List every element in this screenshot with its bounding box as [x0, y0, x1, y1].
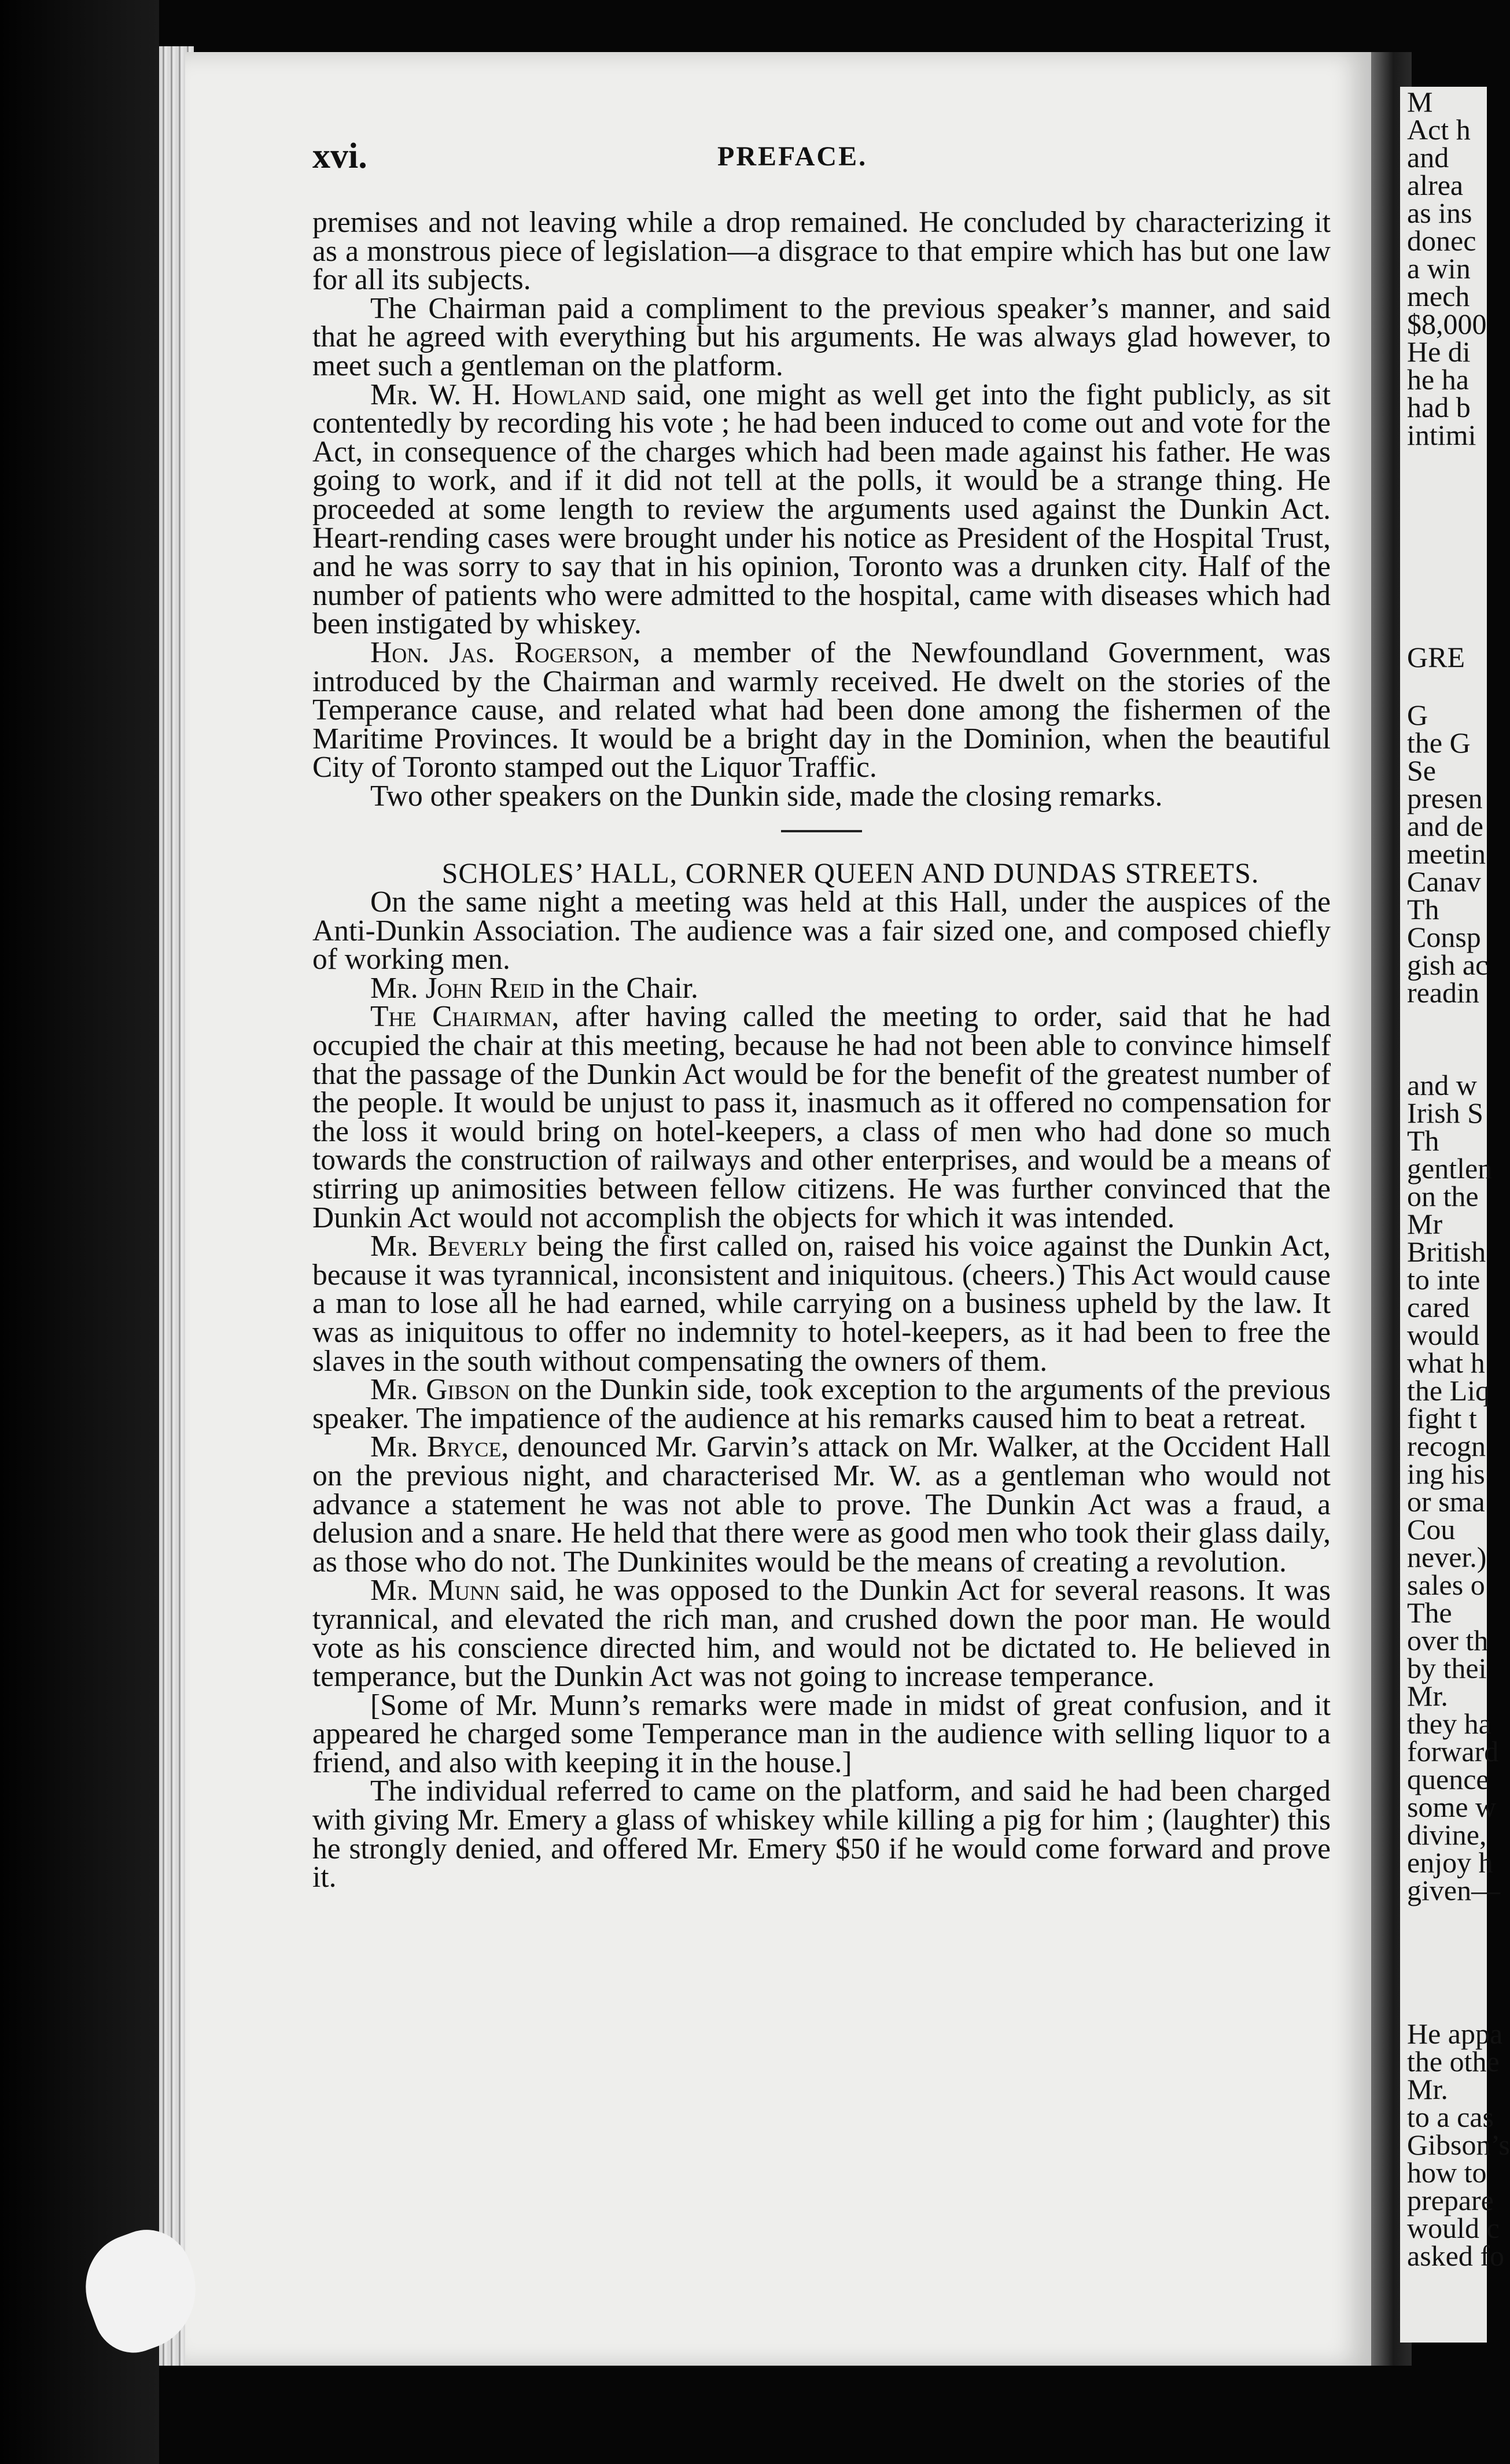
facing-page-line: fight t: [1407, 1402, 1477, 1434]
paragraph-text: The individual referred to came on the platform, and said he had been charged with giving Mr. Emery a glass of whiskey while killing a pig for him ; (laughter) this he strongly denied, and offered Mr. Emery $50 if he would come forward and prove it.: [312, 1775, 1331, 1894]
speaker-name: Mr. Gibson: [370, 1373, 510, 1407]
facing-page-line: had b: [1407, 391, 1471, 423]
facing-page-line: on the: [1407, 1180, 1479, 1212]
facing-page-line: ing his: [1407, 1458, 1485, 1490]
facing-page-line: $8,000: [1407, 308, 1487, 340]
facing-page-line: divine,: [1407, 1819, 1487, 1851]
facing-page-line: Th: [1407, 893, 1439, 925]
paragraph-text: premises and not leaving while a drop remained. He concluded by characterizing it as a monstrous piece of legislation—a disgrace to that empire which has but one law for all its subjects.: [312, 206, 1331, 297]
facing-page-line: GRE: [1407, 641, 1465, 673]
speaker-name: Mr. Bryce: [370, 1430, 502, 1464]
facing-page-line: intimi: [1407, 419, 1476, 451]
paragraph: [312, 1002, 1331, 1232]
section-heading: SCHOLES’ HALL, CORNER QUEEN AND DUNDAS STREETS.: [441, 857, 1259, 890]
facing-page-line: gish ac: [1407, 949, 1489, 981]
facing-page-line: some w: [1407, 1791, 1497, 1823]
facing-page-line: donec: [1407, 224, 1476, 257]
speaker-name: Mr. Beverly: [370, 1230, 528, 1263]
paragraph-text: on the Dunkin side, took exception to the arguments of the previous speaker. The impatience of the audience at his remarks caused him to beat a retreat.: [312, 1373, 1331, 1435]
speaker-name: Mr. John Reid: [370, 971, 544, 1005]
facing-page-line: Mr: [1407, 1208, 1443, 1240]
facing-page-line: would c: [1407, 2212, 1500, 2244]
running-head: PREFACE.: [717, 141, 868, 172]
paragraph: [312, 971, 1331, 1005]
paragraph: [312, 636, 1331, 784]
paragraph-text: said, one might as well get into the fight publicly, as sit contentedly by recording his vote ; he had been induced to come out and vote for the Act, in consequence of the charges which had been made against his father. He was going to work, and if it did not tell at the polls, it would be a strange thing. He proceeded at some length to review the arguments used against the Dunkin Act. Heart-rending cases were brought under his notice as President of the Hospital Trust, and he was sorry to say that in his opinion, Toronto was a drunken city. Half of the number of patients who were admitted to the hospital, came with diseases which had been instigated by whiskey.: [312, 378, 1331, 641]
facing-page-line: Consp: [1407, 921, 1481, 953]
facing-page-line: how to: [1407, 2156, 1487, 2189]
facing-page-line: Canav: [1407, 865, 1481, 898]
paragraph: [312, 1430, 1331, 1578]
facing-page-line: sales o: [1407, 1569, 1485, 1601]
paragraph-text: in the Chair.: [544, 971, 698, 1005]
paragraph: [312, 378, 1331, 641]
facing-page-line: prepare: [1407, 2184, 1494, 2216]
facing-page-line: what h: [1407, 1347, 1485, 1379]
facing-page-line: the Liq: [1407, 1374, 1490, 1407]
facing-page-line: Irish S: [1407, 1097, 1483, 1129]
facing-page-line: readin: [1407, 976, 1479, 1009]
facing-page-line: would: [1407, 1319, 1479, 1351]
facing-page-line: gentlen: [1407, 1152, 1493, 1185]
speaker-name: Mr. W. H. Howland: [370, 378, 626, 411]
paragraph-text: , a member of the Newfoundland Government, was introduced by the Chairman and warmly received. He dwelt on the stories of the Temperance cause, and related what had been done among the fishermen of the Maritime Provinces. It would be a bright day in the Dominion, when the beautiful City of Toronto stamped out the Liquor Traffic.: [312, 636, 1331, 784]
facing-page-line: as ins: [1407, 197, 1472, 229]
paragraph: [312, 1230, 1331, 1378]
facing-page-line: the G: [1407, 726, 1471, 759]
facing-page-line: G: [1407, 699, 1428, 731]
paragraph: [312, 1775, 1331, 1894]
facing-page-line: Mr.: [1407, 1680, 1448, 1712]
facing-page-line: Mr.: [1407, 2073, 1448, 2105]
facing-page-line: He di: [1407, 335, 1471, 368]
facing-page-line: he ha: [1407, 363, 1469, 396]
facing-page-line: The: [1407, 1596, 1452, 1629]
paragraph: [312, 888, 1331, 974]
speaker-name: Mr. Munn: [370, 1574, 500, 1607]
speaker-name: The Chairman: [370, 1000, 552, 1034]
facing-page-line: and: [1407, 141, 1449, 174]
facing-page-line: given—: [1407, 1874, 1501, 1906]
paragraph: [312, 1375, 1331, 1433]
facing-page-line: and de: [1407, 810, 1483, 842]
facing-page-line: never.): [1407, 1541, 1487, 1573]
paragraph-text: , after having called the meeting to order, said that he had occupied the chair at this meeting, because he had not been able to convince himself that the passage of the Dunkin Act would be for the benefit of the greatest number of the people. It would be unjust to pass it, inasmuch as it offered no compensation for the loss it would bring on hotel-keepers, a class of men who had done so much towards the construction of railways and other enterprises, and would be a means of stirring up animosities between fellow citizens. He was further convinced that the Dunkin Act would not accomplish the objects for which it was intended.: [312, 1000, 1331, 1234]
facing-page-line: Se: [1407, 754, 1436, 787]
speaker-name: Hon. Jas. Rogerson: [370, 636, 633, 669]
facing-page-line: to a cas: [1407, 2101, 1494, 2133]
paragraph: [312, 1574, 1331, 1694]
paragraph-text: said, he was opposed to the Dunkin Act for several reasons. It was tyrannical, and elevated the rich man, and crushed down the poor man. He would vote as his conscience directed him, and would not be dictated to. He believed in temperance, but the Dunkin Act was not going to increase temperance.: [312, 1574, 1331, 1694]
facing-page-line: Act h: [1407, 113, 1471, 146]
facing-page-line: asked fo: [1407, 2240, 1504, 2272]
facing-page-line: or sma: [1407, 1485, 1485, 1518]
facing-page-line: they ha: [1407, 1707, 1491, 1740]
scan-background-left: [0, 0, 159, 2464]
paragraph-text: being the first called on, raised his voice against the Dunkin Act, because it was tyrannical, inconsistent and iniquitous. (cheers.) This Act would cause a man to lose all he had earned, while carrying on a business upheld by the law. It was as iniquitous to offer no indemnity to hotel-keepers, as it had been to free the slaves in the south without compensating the owners of them.: [312, 1230, 1331, 1378]
facing-page-line: mech: [1407, 280, 1470, 312]
page-number: xvi.: [312, 137, 367, 176]
facing-page-line: the othe: [1407, 2045, 1500, 2078]
paragraph: [312, 294, 1331, 381]
facing-page-line: British: [1407, 1235, 1486, 1268]
section-divider: [781, 830, 862, 832]
facing-page-line: a win: [1407, 252, 1471, 285]
facing-page-fragment: [1400, 86, 1510, 2343]
paragraph-text: Two other speakers on the Dunkin side, made the closing remarks.: [370, 779, 1163, 813]
facing-page-line: meetin: [1407, 838, 1486, 870]
facing-page-line: over th: [1407, 1624, 1489, 1657]
paragraph-text: The Chairman paid a compliment to the previous speaker’s manner, and said that he agreed with everything but his arguments. He was always glad however, to meet such a gentleman on the platform.: [312, 292, 1331, 382]
page-header: [312, 136, 1331, 176]
facing-page-line: M: [1407, 86, 1433, 118]
paragraph-text: [Some of Mr. Munn’s remarks were made in midst of great confusion, and it appeared he charged some Temperance man in the audience with selling liquor to a friend, and also with keeping it in the house.]: [312, 1688, 1331, 1779]
paragraph: [312, 1688, 1331, 1779]
facing-page-line: enjoy h: [1407, 1846, 1493, 1879]
facing-page-line: presen: [1407, 782, 1483, 814]
body-text: [312, 208, 1331, 1892]
facing-page-line: Th: [1407, 1124, 1439, 1157]
facing-page-line: quence: [1407, 1763, 1489, 1795]
facing-page-line: Gibson’s: [1407, 2129, 1510, 2161]
paragraph-text: , denounced Mr. Garvin’s attack on Mr. Walker, at the Occident Hall on the previous night, and characterised Mr. W. as a gentleman who would not advance a statement he was not able to prove. The Dunkin Act was a fraud, a delusion and a snare. He held that there were as good men who took their glass daily, as those who do not. The Dunkinites would be the means of creating a revolution.: [312, 1430, 1331, 1578]
facing-page-line: recogn: [1407, 1430, 1486, 1462]
facing-page-line: by thei: [1407, 1652, 1487, 1684]
facing-page-line: forward: [1407, 1735, 1499, 1768]
paragraph-text: On the same night a meeting was held at this Hall, under the auspices of the Anti-Dunkin Association. The audience was a fair sized one, and composed chiefly of working men.: [312, 886, 1331, 976]
facing-page-line: cared: [1407, 1291, 1470, 1323]
facing-page-line: Cou: [1407, 1513, 1456, 1545]
facing-page-line: He appa: [1407, 2017, 1503, 2050]
paragraph: [312, 779, 1331, 813]
facing-page-line: to inte: [1407, 1263, 1480, 1296]
facing-page-line: alrea: [1407, 169, 1464, 201]
paragraph: [312, 206, 1331, 297]
facing-page-line: and w: [1407, 1069, 1477, 1101]
